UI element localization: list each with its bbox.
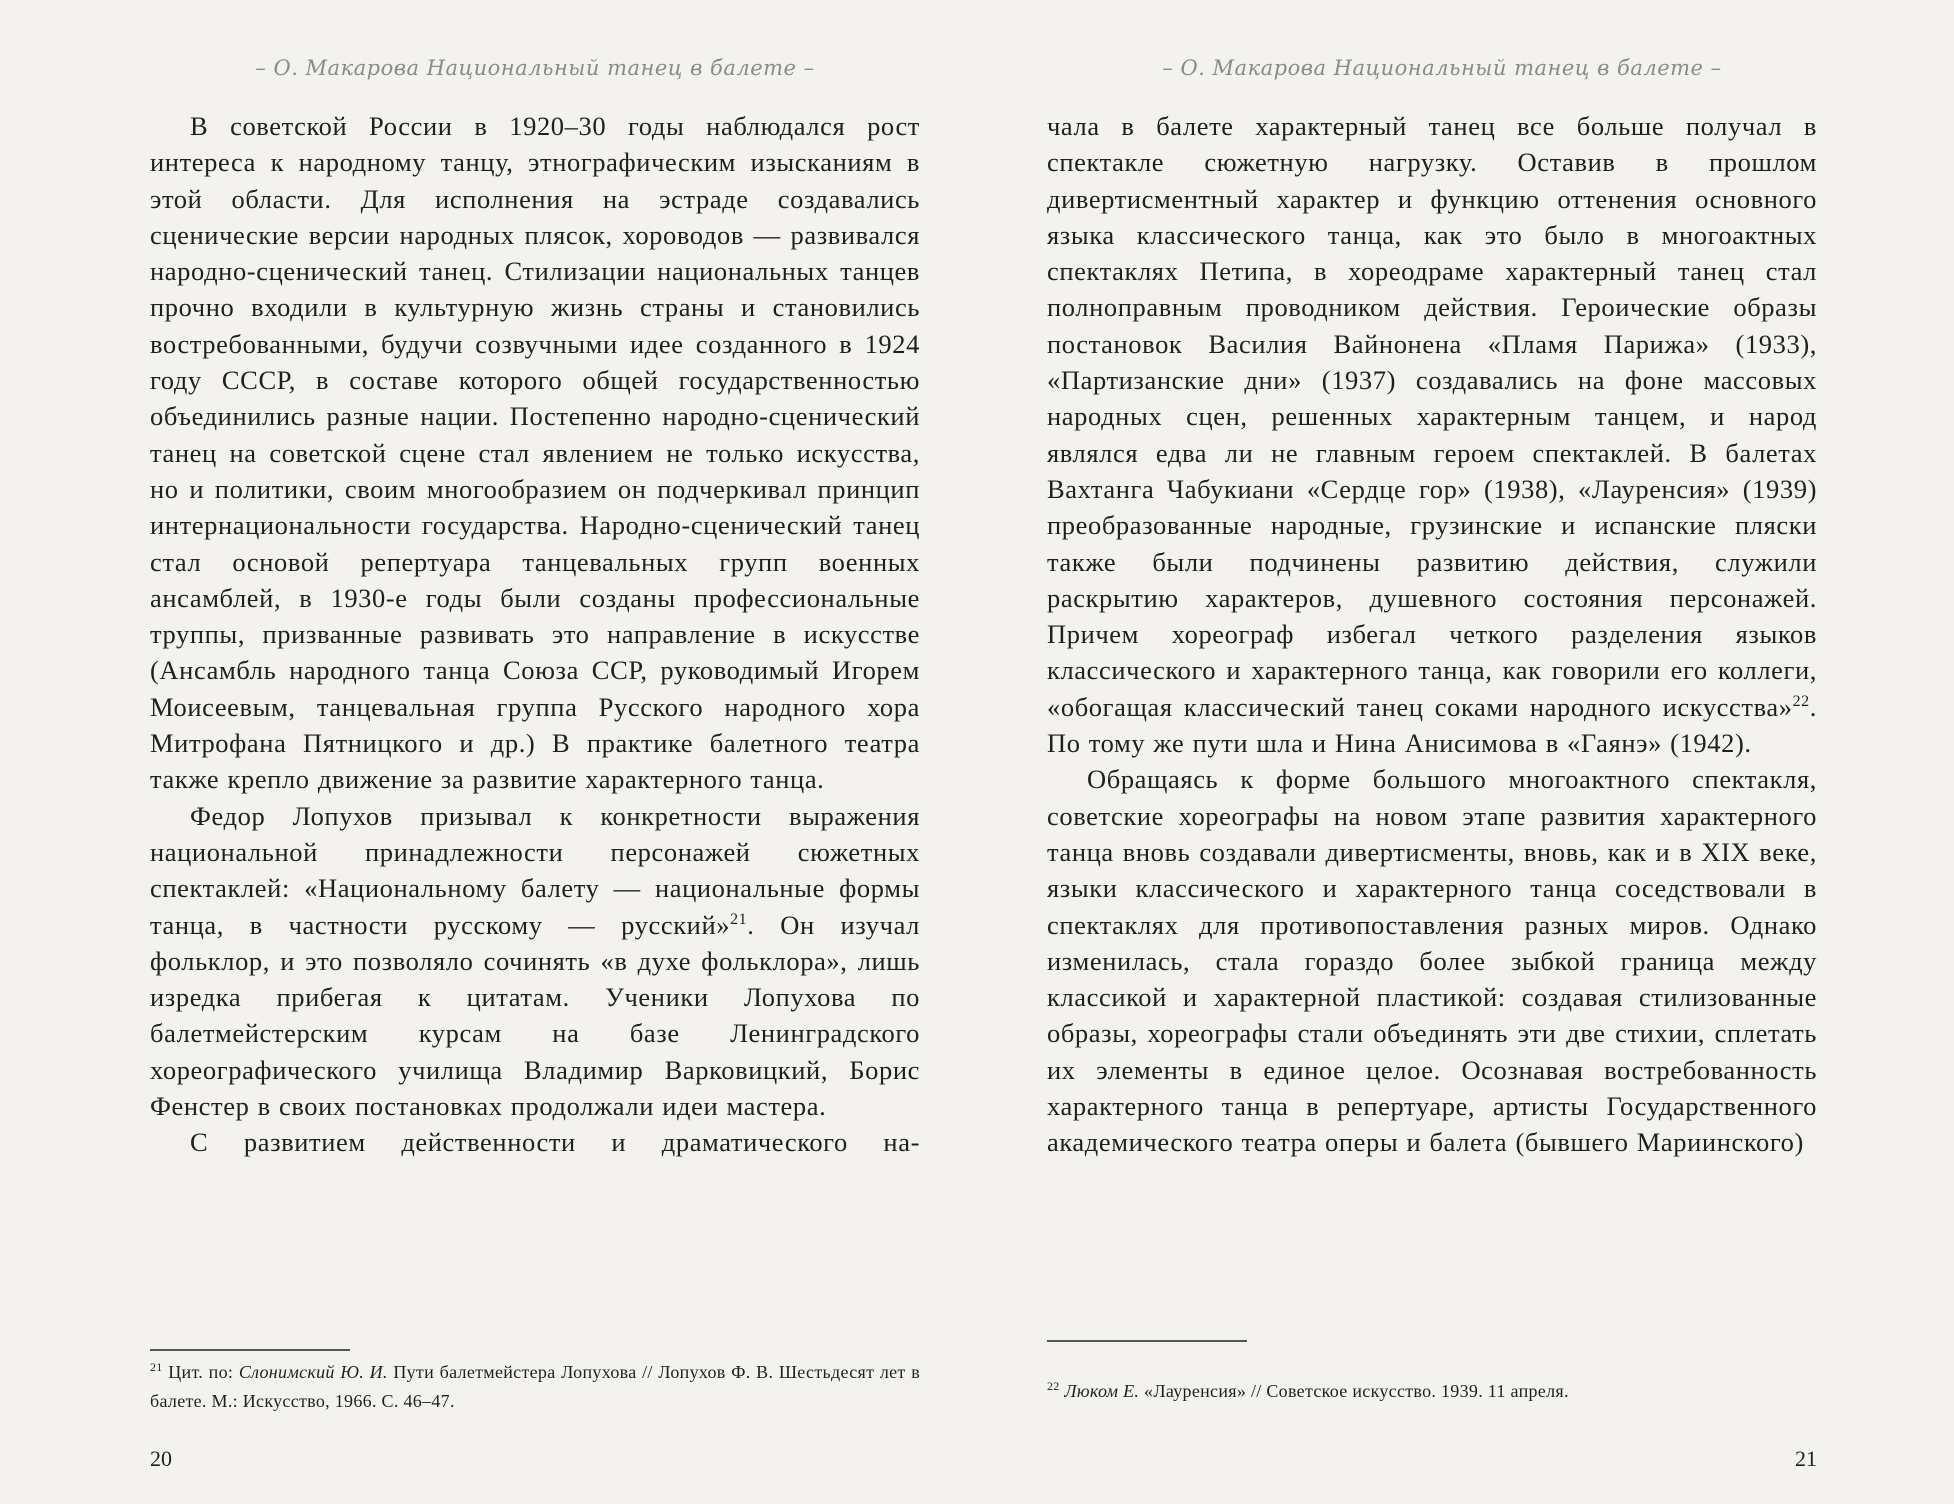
paragraph: В советской России в 1920–30 годы наблюдался рост интереса к народному танцу, этнографическим изысканиям в этой области. Для исполнения на эстраде создавались сценические версии народных плясок, хороводов — развивался народно-сценический танец. Стилизации национальных танцев прочно входили в культурную жизнь страны и становились востребованными, будучи созвучными идее созданного в 1924 году СССР, в составе которого общей государственностью объединились разные нации. Постепенно народно-сценический танец на советской сцене стал явлением не только искусства, но и политики, своим многообразием он подчеркивал принцип интернациональности государства. Народно-сценический танец стал основой репертуара танцевальных групп военных ансамблей, в 1930-е годы были созданы профессиональные труппы, призванные развивать это направление в искусстве (Ансамбль народного танца Союза ССР, руководимый Игорем Моисеевым, танцевальная группа Русского народного хора Митрофана Пятницкого и др.) В практике балетного театра также крепло движение за развитие характерного танца. xyxy=(150,111,920,795)
footnote xyxy=(150,1358,920,1416)
body-text xyxy=(1047,108,1817,1161)
right-page xyxy=(977,0,1954,1504)
paragraph: C развитием действенности и драматического на- xyxy=(190,1127,920,1158)
paragraph xyxy=(150,798,920,1125)
paragraph-text: Федор Лопухов призывал к конкретности выражения национальной принадлежности персонажей сюжетных спектаклей: «Национальному балету — национальные формы танца, в частности русскому — русский» xyxy=(150,800,920,940)
page-number: 20 xyxy=(150,1446,172,1471)
footnote xyxy=(1047,1377,1817,1406)
paragraph xyxy=(1047,108,1817,761)
footnote-divider xyxy=(1047,1340,1247,1342)
footnote-number: 22 xyxy=(1047,1379,1060,1393)
body-text xyxy=(150,108,920,1161)
paragraph-text: . Он изучал фольклор, и это позволяло сочинять «в духе фольклора», лишь изредка прибегая к цитатам. Ученики Лопухова по балетмейстерским курсам на базе Ленинградского хореографического училища Владимир Варковицкий, Борис Фенстер в своих постановках продолжали идеи мастера. xyxy=(150,909,920,1122)
footnote-ref[interactable]: 22 xyxy=(1792,692,1810,710)
footnote-author: Люком Е. xyxy=(1064,1381,1140,1401)
page-number: 21 xyxy=(1795,1446,1817,1471)
paragraph-text: . По тому же пути шла и Нина Анисимова в «Гаянэ» (1942). xyxy=(1047,691,1817,759)
running-header: – О. Макарова Национальный танец в балете – xyxy=(255,56,815,80)
footnote-text: «Лауренсия» // Советское искусство. 1939. 11 апреля. xyxy=(1139,1381,1569,1401)
footnote-text: Пути балетмейстера Лопухова // Лопухов Ф. В. Шестьдесят лет в балете. М.: Искусство, 1966. С. 46–47. xyxy=(150,1362,920,1411)
footnote-ref[interactable]: 21 xyxy=(730,910,748,928)
footnote-prefix: Цит. по: xyxy=(168,1362,239,1382)
paragraph: Обращаясь к форме большого многоактного спектакля, советские хореографы на новом этапе развития характерного танца вновь создавали дивертисменты, вновь, как и в XIX веке, языки классического и характерного танца соседствовали в спектаклях для противопоставления разных миров. Однако изменилась, стала гораздо более зыбкой граница между классикой и характерной пластикой: создавая стилизованные образы, хореографы стали объединять эти две стихии, сплетать их элементы в единое целое. Осознавая востребованность характерного танца в репертуаре, артисты Государственного академического театра оперы и балета (бывшего Мариинского) xyxy=(1047,764,1817,1158)
paragraph-text: чала в балете характерный танец все больше получал в спектакле сюжетную нагрузку. Оставив в прошлом дивертисментный характер и функцию оттенения основного языка классического танца, как это было в многоактных спектаклях Петипа, в хореодраме характерный танец стал полноправным проводником действия. Героические образы постановок Василия Вайнонена «Пламя Парижа» (1933), «Партизанские дни» (1937) создавались на фоне массовых народных сцен, решенных характерным танцем, и народ являлся едва ли не главным героем спектаклей. В балетах Вахтанга Чабукиани «Сердце гор» (1938), «Лауренсия» (1939) преобразованные народные, грузинские и испанские пляски также были подчинены развитию действия, служили раскрытию характеров, душевного состояния персонажей. Причем хореограф избегал четкого разделения языков классического и характерного танца, как говорили его коллеги, «обогащая классический танец соками народного искусства» xyxy=(1047,111,1817,722)
footnote-author: Слонимский Ю. И. xyxy=(238,1362,388,1382)
running-header: – О. Макарова Национальный танец в балете – xyxy=(1162,56,1722,80)
footnote-divider xyxy=(150,1349,350,1351)
footnote-number: 21 xyxy=(150,1360,163,1374)
